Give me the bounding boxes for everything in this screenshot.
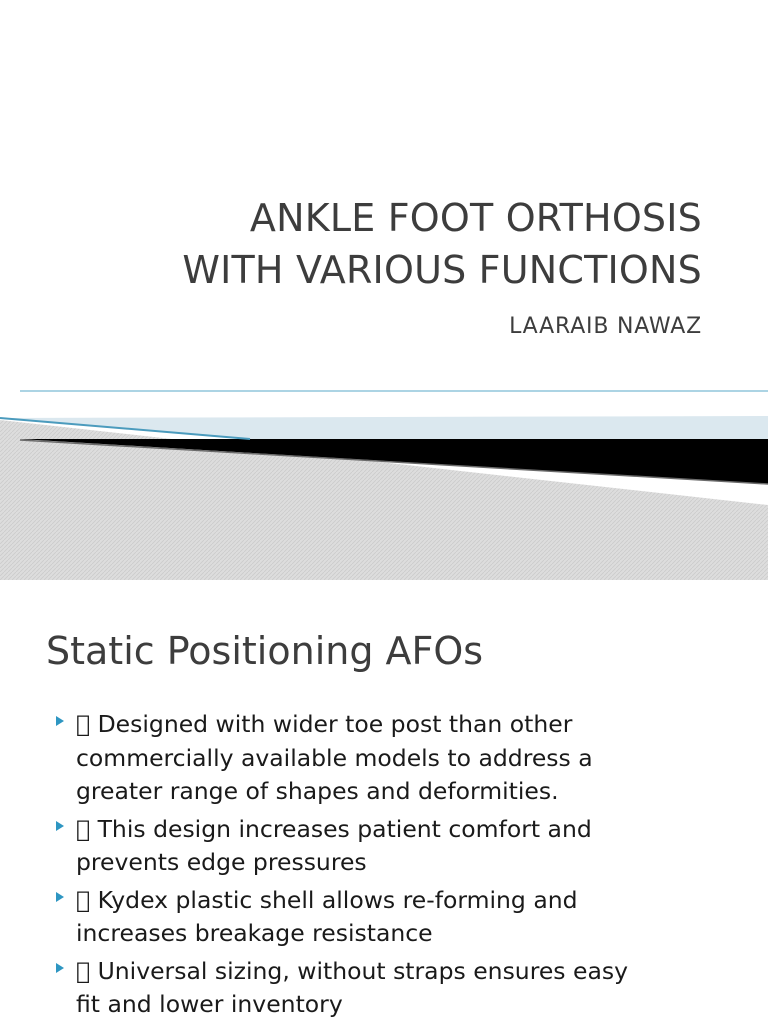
- bullet-arrow-icon: [56, 892, 64, 902]
- bullet-arrow-icon: [56, 963, 64, 973]
- bullet-text: Universal sizing, without straps ensures easy fit and lower inventory: [76, 956, 607, 1018]
- slide-heading: Static Positioning AFOs: [46, 629, 484, 673]
- decorative-band: [0, 380, 768, 580]
- slide-subtitle: LAARAIB NAWAZ: [509, 314, 702, 339]
- list-item: [56, 813, 746, 880]
- list-item: [56, 955, 746, 1022]
- content-slide: [0, 580, 768, 1024]
- bullet-arrow-icon: [56, 716, 64, 726]
- list-item: [56, 708, 746, 809]
- bullet-list: [56, 708, 746, 1024]
- bullet-text: Designed with wider toe post than other commercially available models to address a greater range of shapes and deformities.: [76, 710, 593, 805]
- slide-title-line-2: WITH VARIOUS FUNCTIONS: [182, 248, 702, 292]
- list-item: [56, 884, 746, 951]
- slide-title-line-1: ANKLE FOOT ORTHOSIS: [249, 196, 702, 240]
- bullet-text: This design increases patient comfort and prevents edge pressures: [76, 814, 571, 876]
- slide-title: [182, 192, 702, 296]
- bullet-text: Kydex plastic shell allows re-forming and increases breakage resistance: [76, 885, 556, 947]
- bullet-arrow-icon: [56, 821, 64, 831]
